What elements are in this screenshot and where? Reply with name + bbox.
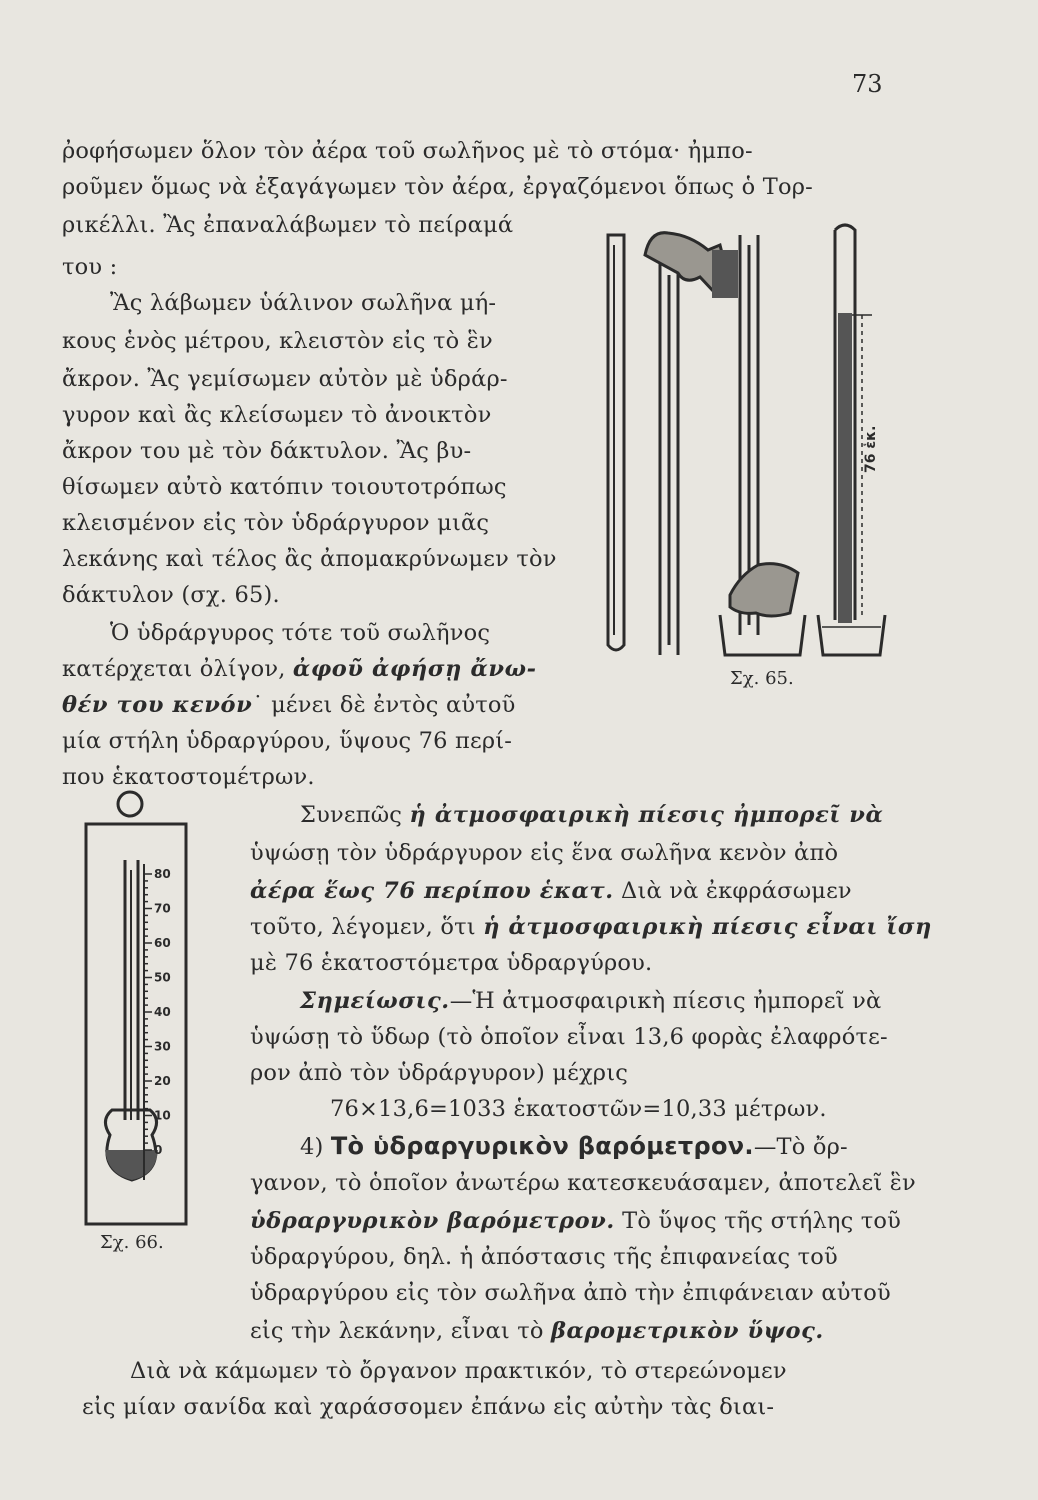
text-line: Σημείωσις.—Ἡ ἀτμοσφαιρικὴ πίεσις ἠμπορεῖ νὰ [300, 988, 882, 1014]
scale-label: 10 [154, 1108, 171, 1123]
text-line: κλεισμένον εἰς τὸν ὑδράργυρον μιᾶς [62, 510, 490, 536]
figure-66-barometer [80, 790, 220, 1230]
height-label: 76 ἑκ. [863, 425, 879, 473]
scale-label: 40 [154, 1005, 171, 1019]
text-line: εἰς τὴν λεκάνην, εἶναι τὸ βαρομετρικὸν ὕψος. [250, 1318, 824, 1344]
scale-label: 20 [154, 1074, 171, 1088]
text-line: κους ἑνὸς μέτρου, κλειστὸν εἰς τὸ ἓν [62, 328, 493, 354]
text-line: Συνεπῶς ἡ ἀτμοσφαιρικὴ πίεσις ἠμπορεῖ νὰ [300, 802, 884, 828]
text-line: ἄκρον του μὲ τὸν δάκτυλον. Ἂς βυ- [62, 438, 472, 464]
text-line: που ἑκατοστομέτρων. [62, 764, 315, 790]
section-heading: 4) Τὸ ὑδραργυρικὸν βαρόμετρον.—Τὸ ὄρ- [300, 1132, 848, 1160]
scale-label: 50 [154, 970, 171, 985]
text-line: Ἂς λάβωμεν ὑάλινον σωλῆνα μή- [110, 290, 497, 316]
scale-label: 80 [154, 867, 171, 881]
text-line: γανον, τὸ ὁποῖον ἀνωτέρω κατεσκευάσαμεν, ἀποτελεῖ ἓν [250, 1170, 916, 1196]
scale-label: 60 [154, 936, 171, 950]
text-line: Ὁ ὑδράργυρος τότε τοῦ σωλῆνος [110, 620, 491, 646]
text-line: μία στήλη ὑδραργύρου, ὕψους 76 περί- [62, 728, 513, 754]
text-line: μὲ 76 ἑκατοστόμετρα ὑδραργύρου. [250, 950, 653, 976]
text-line: ῤοφήσωμεν ὅλον τὸν ἀέρα τοῦ σωλῆνος μὲ τὸ στόμα· ἠμπο- [62, 138, 753, 164]
figure-65-torricelli [590, 215, 890, 665]
text-line: ὑδραργύρου, δηλ. ἡ ἀπόστασις τῆς ἐπιφανείας τοῦ [250, 1244, 838, 1270]
text-line: ὑδραργυρικὸν βαρόμετρον. Τὸ ὕψος τῆς στήλης τοῦ [250, 1208, 902, 1234]
text-line: γυρον καὶ ἂς κλείσωμεν τὸ ἀνοικτὸν [62, 402, 492, 428]
figure-66-caption: Σχ. 66. [100, 1232, 164, 1253]
basin-1 [720, 615, 805, 655]
text-line: ἀέρα ἕως 76 περίπου ἑκατ. Διὰ νὰ ἐκφράσωμεν [250, 878, 852, 904]
text-line: ροῦμεν ὅμως νὰ ἐξαγάγωμεν τὸν ἀέρα, ἐργαζόμενοι ὅπως ὁ Τορ- [62, 174, 813, 200]
scale-label: 70 [154, 901, 171, 916]
text-line: δάκτυλον (σχ. 65). [62, 582, 280, 608]
page-number: 73 [852, 70, 883, 98]
text-line: ὑψώσῃ τὸν ὑδράργυρον εἰς ἕνα σωλῆνα κενὸν ἀπὸ [250, 840, 839, 866]
tube-1 [608, 235, 624, 650]
text-line: θίσωμεν αὐτὸ κατόπιν τοιουτοτρόπως [62, 474, 507, 500]
text-line: ρικέλλι. Ἂς ἐπαναλάβωμεν τὸ πείραμά [62, 212, 514, 238]
text-line: εἰς μίαν σανίδα καὶ χαράσσομεν ἐπάνω εἰς αὐτὴν τὰς διαι- [82, 1394, 775, 1420]
text-line: θέν του κενόν˙ μένει δὲ ἐντὸς αὐτοῦ [62, 692, 516, 718]
text-line: ὑδραργύρου εἰς τὸν σωλῆνα ἀπὸ τὴν ἐπιφάνειαν αὐτοῦ [250, 1280, 891, 1306]
text-line: ρον ἀπὸ τὸν ὑδράργυρον) μέχρις [250, 1060, 629, 1086]
text-line: του : [62, 254, 118, 280]
text-line: 76×13,6=1033 ἑκατοστῶν=10,33 μέτρων. [330, 1096, 827, 1122]
text-line: κατέρχεται ὀλίγον, ἀφοῦ ἀφήσῃ ἄνω- [62, 656, 537, 682]
scale-label: 30 [154, 1039, 171, 1054]
text-line: τοῦτο, λέγομεν, ὅτι ἡ ἀτμοσφαιρικὴ πίεσις εἶναι ἴση [250, 914, 932, 940]
text-line: ὑψώσῃ τὸ ὕδωρ (τὸ ὁποῖον εἶναι 13,6 φορὰς ἐλαφρότε- [250, 1024, 888, 1050]
text-line: ἄκρον. Ἂς γεμίσωμεν αὐτὸν μὲ ὑδράρ- [62, 366, 508, 392]
scale-label: 0 [154, 1143, 163, 1157]
text-line: λεκάνης καὶ τέλος ἂς ἀπομακρύνωμεν τὸν [62, 546, 557, 572]
text-line: Διὰ νὰ κάμωμεν τὸ ὄργανον πρακτικόν, τὸ στερεώνομεν [130, 1358, 787, 1384]
figure-65-caption: Σχ. 65. [730, 668, 794, 689]
